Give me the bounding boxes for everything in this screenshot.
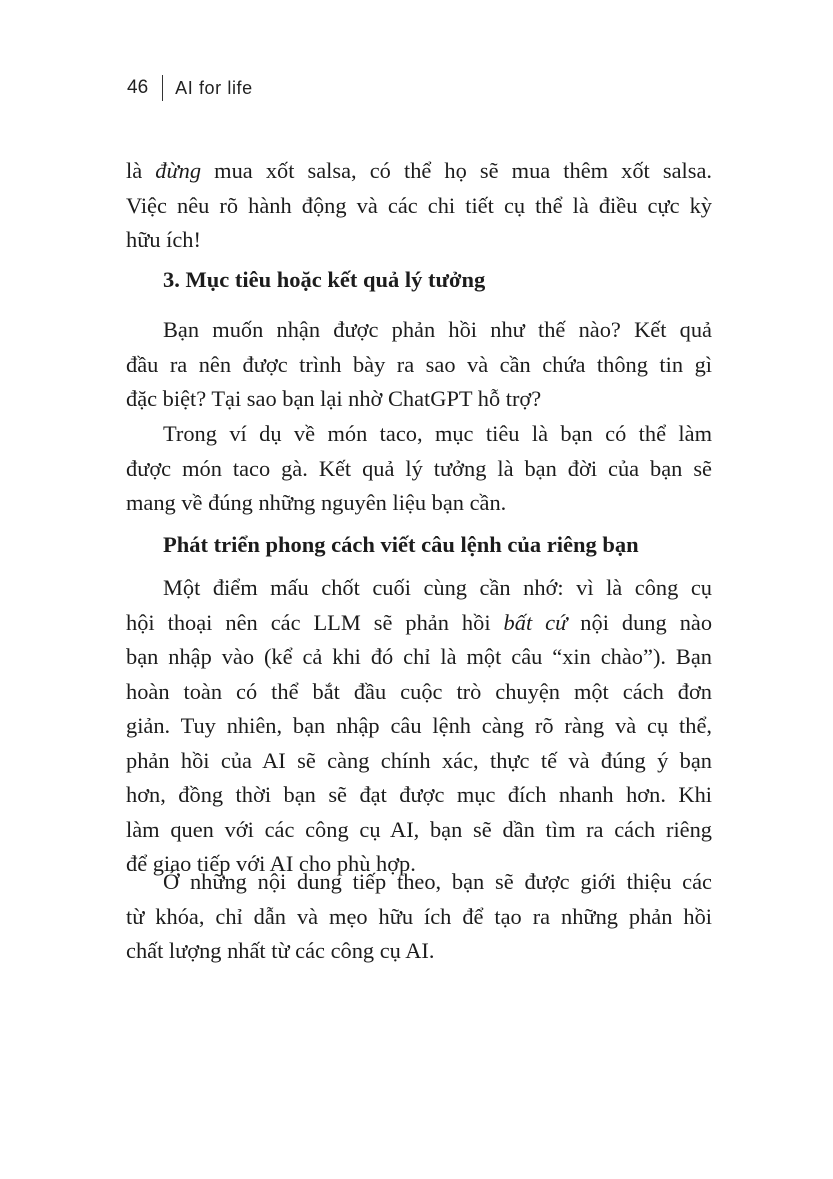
emphasis: đừng bbox=[155, 158, 202, 183]
emphasis: bất cứ bbox=[503, 609, 568, 635]
text-line: được món taco gà. Kết quả lý tưởng là bạn đời của bạn sẽ bbox=[126, 455, 712, 481]
text-line: hội thoại nên các LLM sẽ phản hồi bất cứ nội dung nào bbox=[126, 609, 713, 635]
text-line: Bạn muốn nhận được phản hồi như thế nào? Kết quả bbox=[163, 317, 712, 342]
text-line: từ khóa, chỉ dẫn và mẹo hữu ích để tạo ra những phản hồi bbox=[126, 903, 712, 929]
text-line: chất lượng nhất từ các công cụ AI. bbox=[126, 938, 435, 963]
page-number: 46 bbox=[127, 77, 149, 98]
text-line: làm quen với các công cụ AI, bạn sẽ dần tìm ra cách riêng bbox=[126, 816, 712, 842]
header-divider bbox=[162, 75, 163, 101]
text-line: mang về đúng những nguyên liệu bạn cần. bbox=[126, 490, 507, 515]
text-line: giản. Tuy nhiên, bạn nhập câu lệnh càng rõ ràng và cụ thể, bbox=[126, 713, 712, 738]
text-line: để giao tiếp với AI cho phù hợp. bbox=[126, 851, 416, 876]
running-header bbox=[127, 74, 253, 102]
text-line: Ở những nội dung tiếp theo, bạn sẽ được giới thiệu các bbox=[163, 869, 712, 894]
paragraph bbox=[126, 865, 712, 969]
text-line: đầu ra nên được trình bày ra sao và cần chứa thông tin gì bbox=[126, 351, 712, 377]
section-heading: 3. Mục tiêu hoặc kết quả lý tưởng bbox=[163, 267, 486, 292]
text-line: là đừng mua xốt salsa, có thể họ sẽ mua thêm xốt salsa. bbox=[126, 158, 712, 183]
section-heading: Phát triển phong cách viết câu lệnh của riêng bạn bbox=[163, 532, 639, 557]
text-line: đặc biệt? Tại sao bạn lại nhờ ChatGPT hỗ trợ? bbox=[126, 386, 542, 411]
paragraph bbox=[126, 417, 712, 521]
text-line: Một điểm mấu chốt cuối cùng cần nhớ: vì là công cụ bbox=[163, 575, 712, 600]
text-line: hữu ích! bbox=[126, 227, 201, 252]
text-line: Trong ví dụ về món taco, mục tiêu là bạn có thể làm bbox=[163, 421, 712, 446]
paragraph bbox=[126, 313, 712, 417]
paragraph-continuation bbox=[126, 154, 712, 258]
book-title: AI for life bbox=[175, 77, 253, 98]
text-line: Việc nêu rõ hành động và các chi tiết cụ thể là điều cực kỳ bbox=[126, 192, 712, 218]
text-line: hơn, đồng thời bạn sẽ đạt được mục đích nhanh hơn. Khi bbox=[126, 782, 712, 807]
text-line: hoàn toàn có thể bắt đầu cuộc trò chuyện một cách đơn bbox=[126, 678, 712, 704]
text-line: bạn nhập vào (kể cả khi đó chỉ là một câu “xin chào”). Bạn bbox=[126, 644, 712, 669]
paragraph bbox=[126, 571, 712, 882]
text-line: phản hồi của AI sẽ càng chính xác, thực tế và đúng ý bạn bbox=[126, 747, 712, 773]
